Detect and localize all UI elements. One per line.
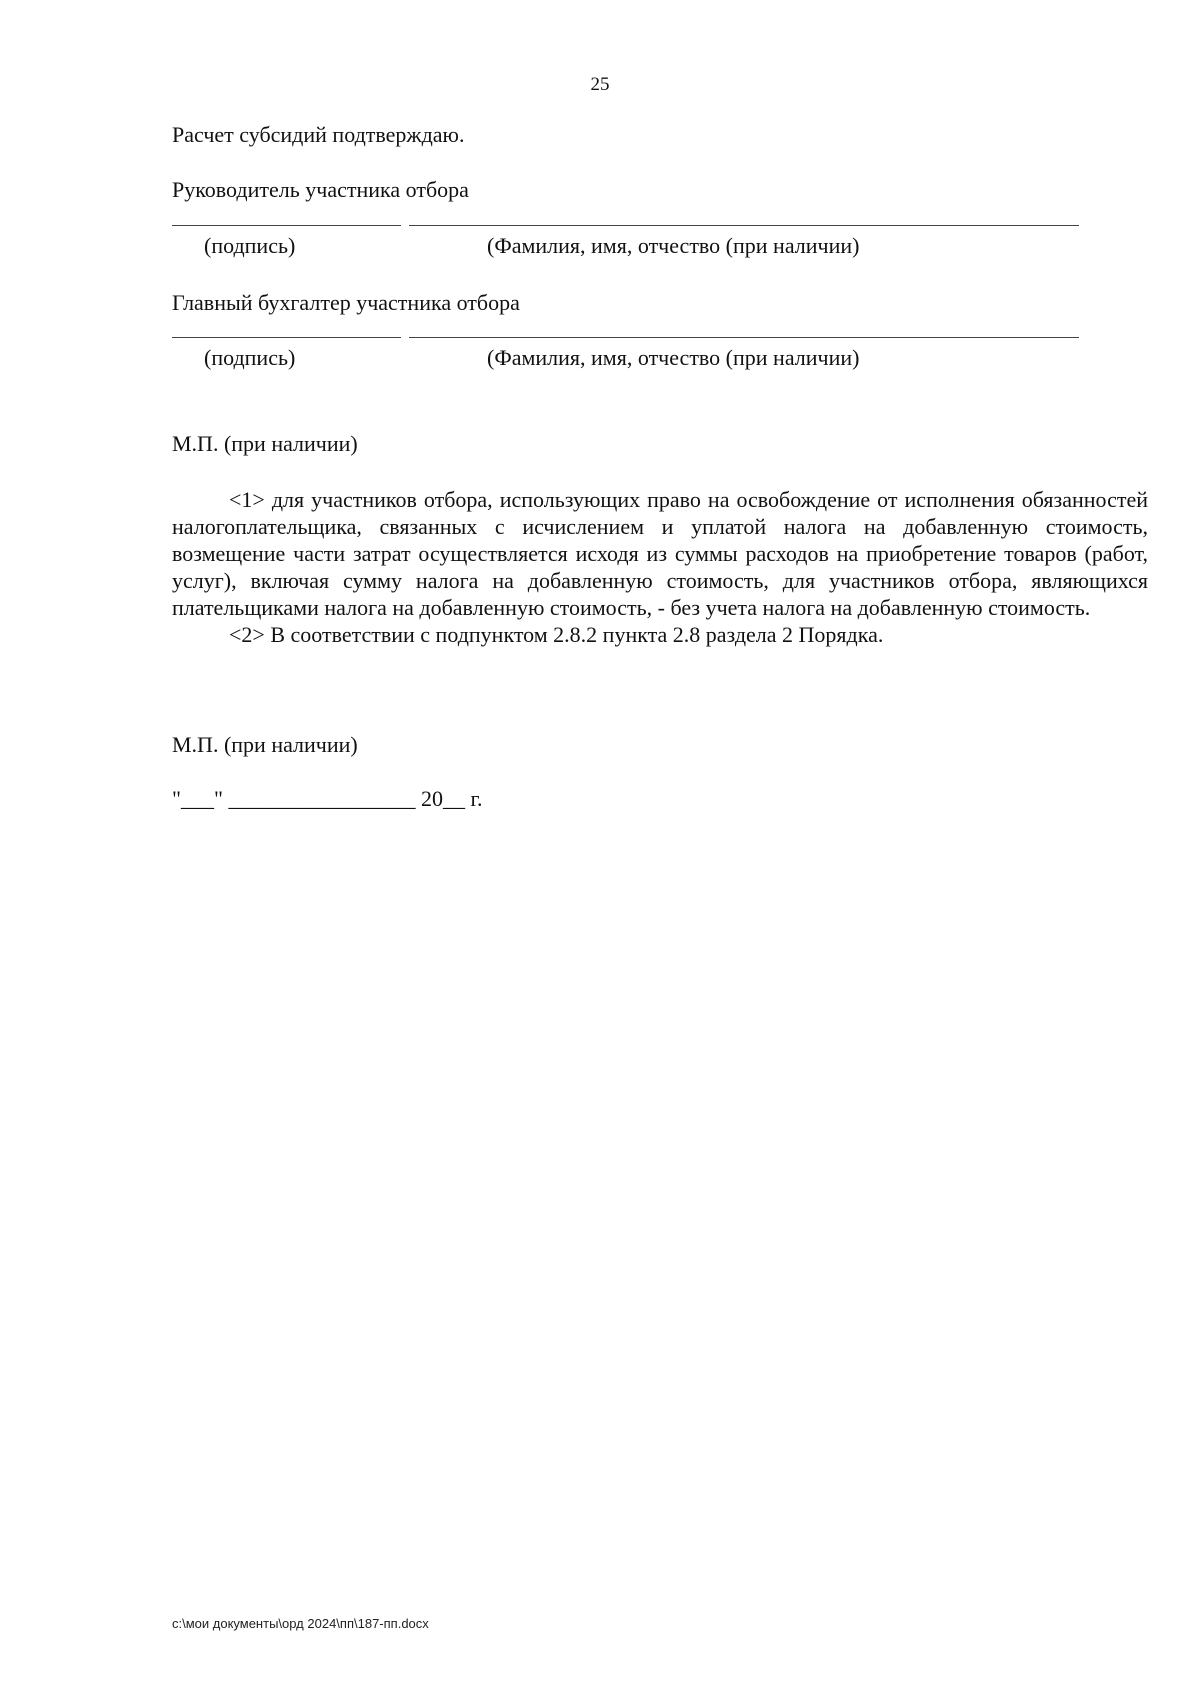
head-signature-line — [172, 225, 401, 226]
accountant-name-line — [409, 337, 1079, 338]
page-number: 25 — [590, 74, 610, 95]
head-name-line — [409, 225, 1079, 226]
footnotes — [172, 486, 1148, 648]
footnote-1: <1> для участников отбора, использующих право на освобождение от исполнения обязанностей налогоплательщика, связанных с исчислением и уплатой налога на добавленную стоимость, возмещение части затрат осуществляется исходя из суммы расходов на приобретение товаров (работ, услуг), включая сумму налога на добавленную стоимость, для участников отбора, являющихся плательщиками налога на добавленную стоимость, - без учета налога на добавленную стоимость. — [172, 487, 1148, 620]
accountant-title: Главный бухгалтер участника отбора — [172, 290, 520, 315]
accountant-name-label: (Фамилия, имя, отчество (при наличии) — [487, 345, 860, 370]
head-sign-label: (подпись) — [204, 233, 296, 258]
footer-file-path: c:\мои документы\орд 2024\пп\187-пп.docx — [172, 1616, 429, 1631]
head-name-label: (Фамилия, имя, отчество (при наличии) — [487, 233, 860, 258]
stamp-note-1: М.П. (при наличии) — [172, 431, 358, 456]
date-line: "___" _________________ 20__ г. — [172, 786, 483, 811]
accountant-signature-line — [172, 337, 401, 338]
head-title: Руководитель участника отбора — [172, 177, 469, 202]
footnote-2: <2> В соответствии с подпунктом 2.8.2 пункта 2.8 раздела 2 Порядка. — [229, 622, 884, 647]
stamp-note-2: М.П. (при наличии) — [172, 732, 358, 757]
confirm-text: Расчет субсидий подтверждаю. — [172, 122, 465, 147]
accountant-sign-label: (подпись) — [204, 345, 296, 370]
